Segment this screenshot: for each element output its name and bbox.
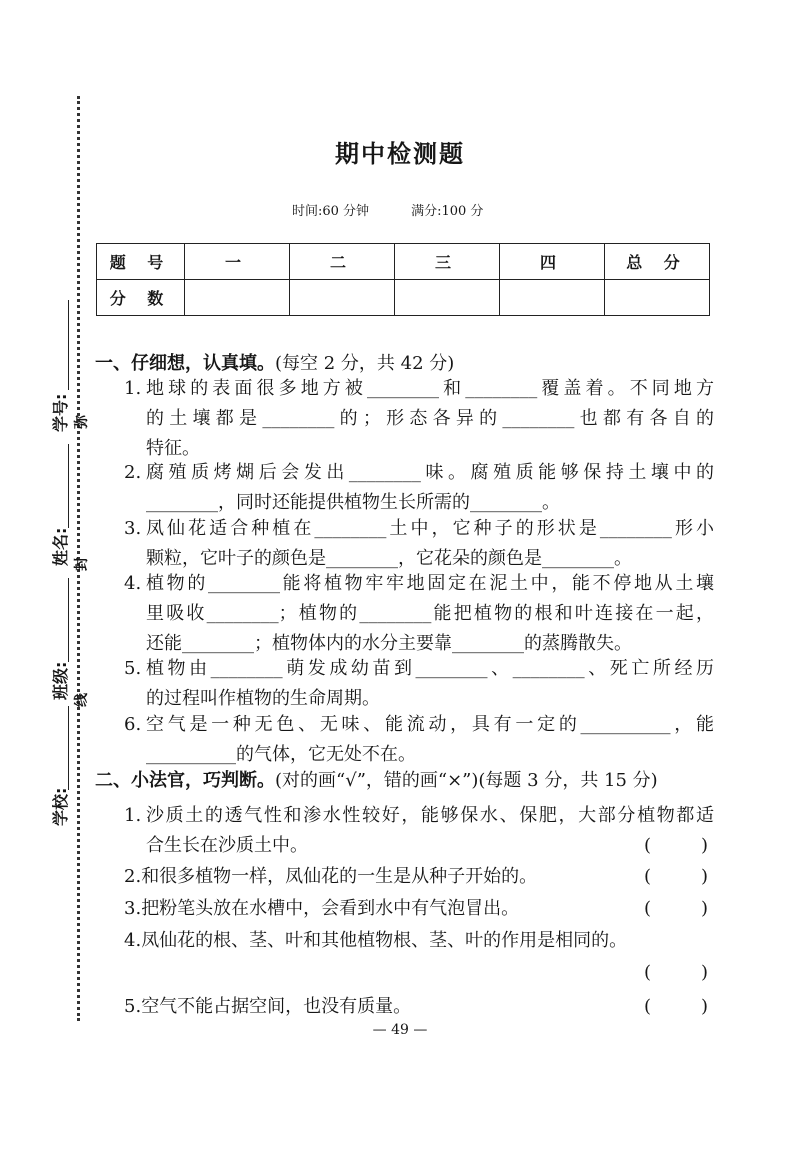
question-line: __________的气体，它无处不在。 [146, 743, 416, 765]
section-2-note: (对的画“√”，错的画“×”)(每题 3 分，共 15 分) [275, 770, 658, 791]
header-cell: 题 号 [97, 244, 185, 280]
question-number: 5. [124, 996, 142, 1017]
section-2-title: 二、小法官，巧判断。 [95, 770, 275, 791]
question-line: 凤仙花适合种植在________土中，它种子的形状是________形小 [146, 518, 714, 539]
judge-question-2 [124, 862, 714, 892]
answer-parentheses[interactable] [644, 992, 708, 1022]
question-line: 里吸收________；植物的________能把植物的根和叶连接在一起， [146, 602, 714, 624]
header-cell: 总 分 [605, 244, 710, 280]
question-line: 空气是一种无色、无味、能流动，具有一定的__________，能 [146, 714, 714, 735]
question-line: 颗粒，它叶子的颜色是________，它花朵的颜色是________。 [146, 547, 632, 569]
school-label: 学校: [51, 787, 70, 826]
paren-close: ) [700, 962, 708, 983]
exam-time: 时间:60 分钟 [292, 204, 370, 219]
fill-question-1 [124, 374, 714, 463]
judge-question-1 [124, 801, 714, 861]
question-line: 的过程叫作植物的生命周期。 [146, 687, 380, 709]
fill-question-6 [124, 710, 714, 770]
question-line: 植物由________萌发成幼苗到________、________、死亡所经历 [146, 658, 714, 679]
fill-question-3 [124, 514, 714, 574]
score-cell[interactable] [290, 280, 395, 316]
seal-char-3: 线 [74, 693, 90, 707]
question-line: 空气不能占据空间，也没有质量。 [141, 996, 412, 1017]
score-cell[interactable] [185, 280, 290, 316]
judge-question-4 [124, 926, 714, 956]
paren-close: ) [700, 898, 708, 919]
question-line: 还能________；植物体内的水分主要靠________的蒸腾散失。 [146, 632, 632, 654]
score-row-label: 分 数 [97, 280, 185, 316]
page-title: 期中检测题 [335, 140, 465, 168]
question-line: 特征。 [146, 437, 200, 459]
question-line: 凤仙花的根、茎、叶和其他植物根、茎、叶的作用是相同的。 [141, 930, 628, 951]
answer-parentheses[interactable] [644, 831, 708, 861]
name-label: 姓名: [51, 527, 70, 566]
paren-close: ) [700, 996, 708, 1017]
score-table [96, 243, 710, 316]
seal-char-2: 封 [74, 557, 90, 571]
score-cell[interactable] [500, 280, 605, 316]
question-line: ________，同时还能提供植物生长所需的________。 [146, 491, 560, 513]
question-number: 2. [124, 866, 142, 887]
question-line: 沙质土的透气性和渗水性较好，能够保水、保肥，大部分植物都适 [146, 805, 714, 826]
question-line: 腐殖质烤煳后会发出________味。腐殖质能够保持土壤中的 [146, 462, 714, 483]
question-number: 1. [124, 378, 142, 399]
name-line [68, 444, 69, 528]
question-number: 6. [124, 714, 142, 735]
school-line [68, 706, 69, 790]
class-label: 班级: [51, 661, 70, 700]
paren-close: ) [700, 834, 708, 856]
student-id-line [68, 300, 69, 390]
question-number: 3. [124, 898, 142, 919]
question-line: 和很多植物一样，凤仙花的一生是从种子开始的。 [141, 866, 538, 887]
judge-question-5 [124, 992, 714, 1022]
header-cell: 四 [500, 244, 605, 280]
score-table-header-row [97, 244, 710, 280]
section-2-heading [95, 766, 658, 792]
score-cell[interactable] [605, 280, 710, 316]
header-cell: 三 [395, 244, 500, 280]
answer-parentheses[interactable] [644, 862, 708, 892]
question-line: 合生长在沙质土中。 [146, 834, 308, 856]
student-id-label: 学号: [51, 393, 70, 432]
question-number: 2. [124, 462, 142, 483]
question-number: 4. [124, 573, 142, 594]
question-number: 3. [124, 518, 142, 539]
paren-open: ( [644, 962, 652, 983]
paren-close: ) [700, 866, 708, 887]
paren-open: ( [644, 996, 652, 1017]
section-1-title: 一、仔细想，认真填。 [95, 353, 275, 374]
question-line: 把粉笔头放在水槽中，会看到水中有气泡冒出。 [141, 898, 520, 919]
fill-question-4 [124, 569, 714, 658]
score-table-score-row [97, 280, 710, 316]
header-cell: 一 [185, 244, 290, 280]
question-line: 地球的表面很多地方被________和________覆盖着。不同地方 [146, 378, 714, 399]
answer-parentheses[interactable] [644, 894, 708, 924]
question-line: 的土壤都是________的；形态各异的________也都有各自的 [146, 407, 714, 429]
question-number: 4. [124, 930, 142, 951]
class-line [68, 578, 69, 662]
fill-question-2 [124, 458, 714, 518]
exam-info [292, 200, 483, 219]
page-number: — 49 — [372, 1022, 428, 1038]
exam-full-score: 满分:100 分 [411, 204, 484, 219]
answer-parentheses[interactable] [644, 958, 708, 988]
question-number: 5. [124, 658, 142, 679]
paren-open: ( [644, 834, 652, 856]
question-number: 1. [124, 805, 142, 826]
paren-open: ( [644, 898, 652, 919]
section-1-note: (每空 2 分，共 42 分) [275, 353, 455, 374]
paren-open: ( [644, 866, 652, 887]
fill-question-5 [124, 654, 714, 714]
seal-char-1: 弥 [74, 415, 90, 429]
section-1-heading [95, 349, 454, 375]
score-cell[interactable] [395, 280, 500, 316]
header-cell: 二 [290, 244, 395, 280]
question-line: 植物的________能将植物牢牢地固定在泥土中，能不停地从土壤 [146, 573, 714, 594]
judge-question-3 [124, 894, 714, 924]
